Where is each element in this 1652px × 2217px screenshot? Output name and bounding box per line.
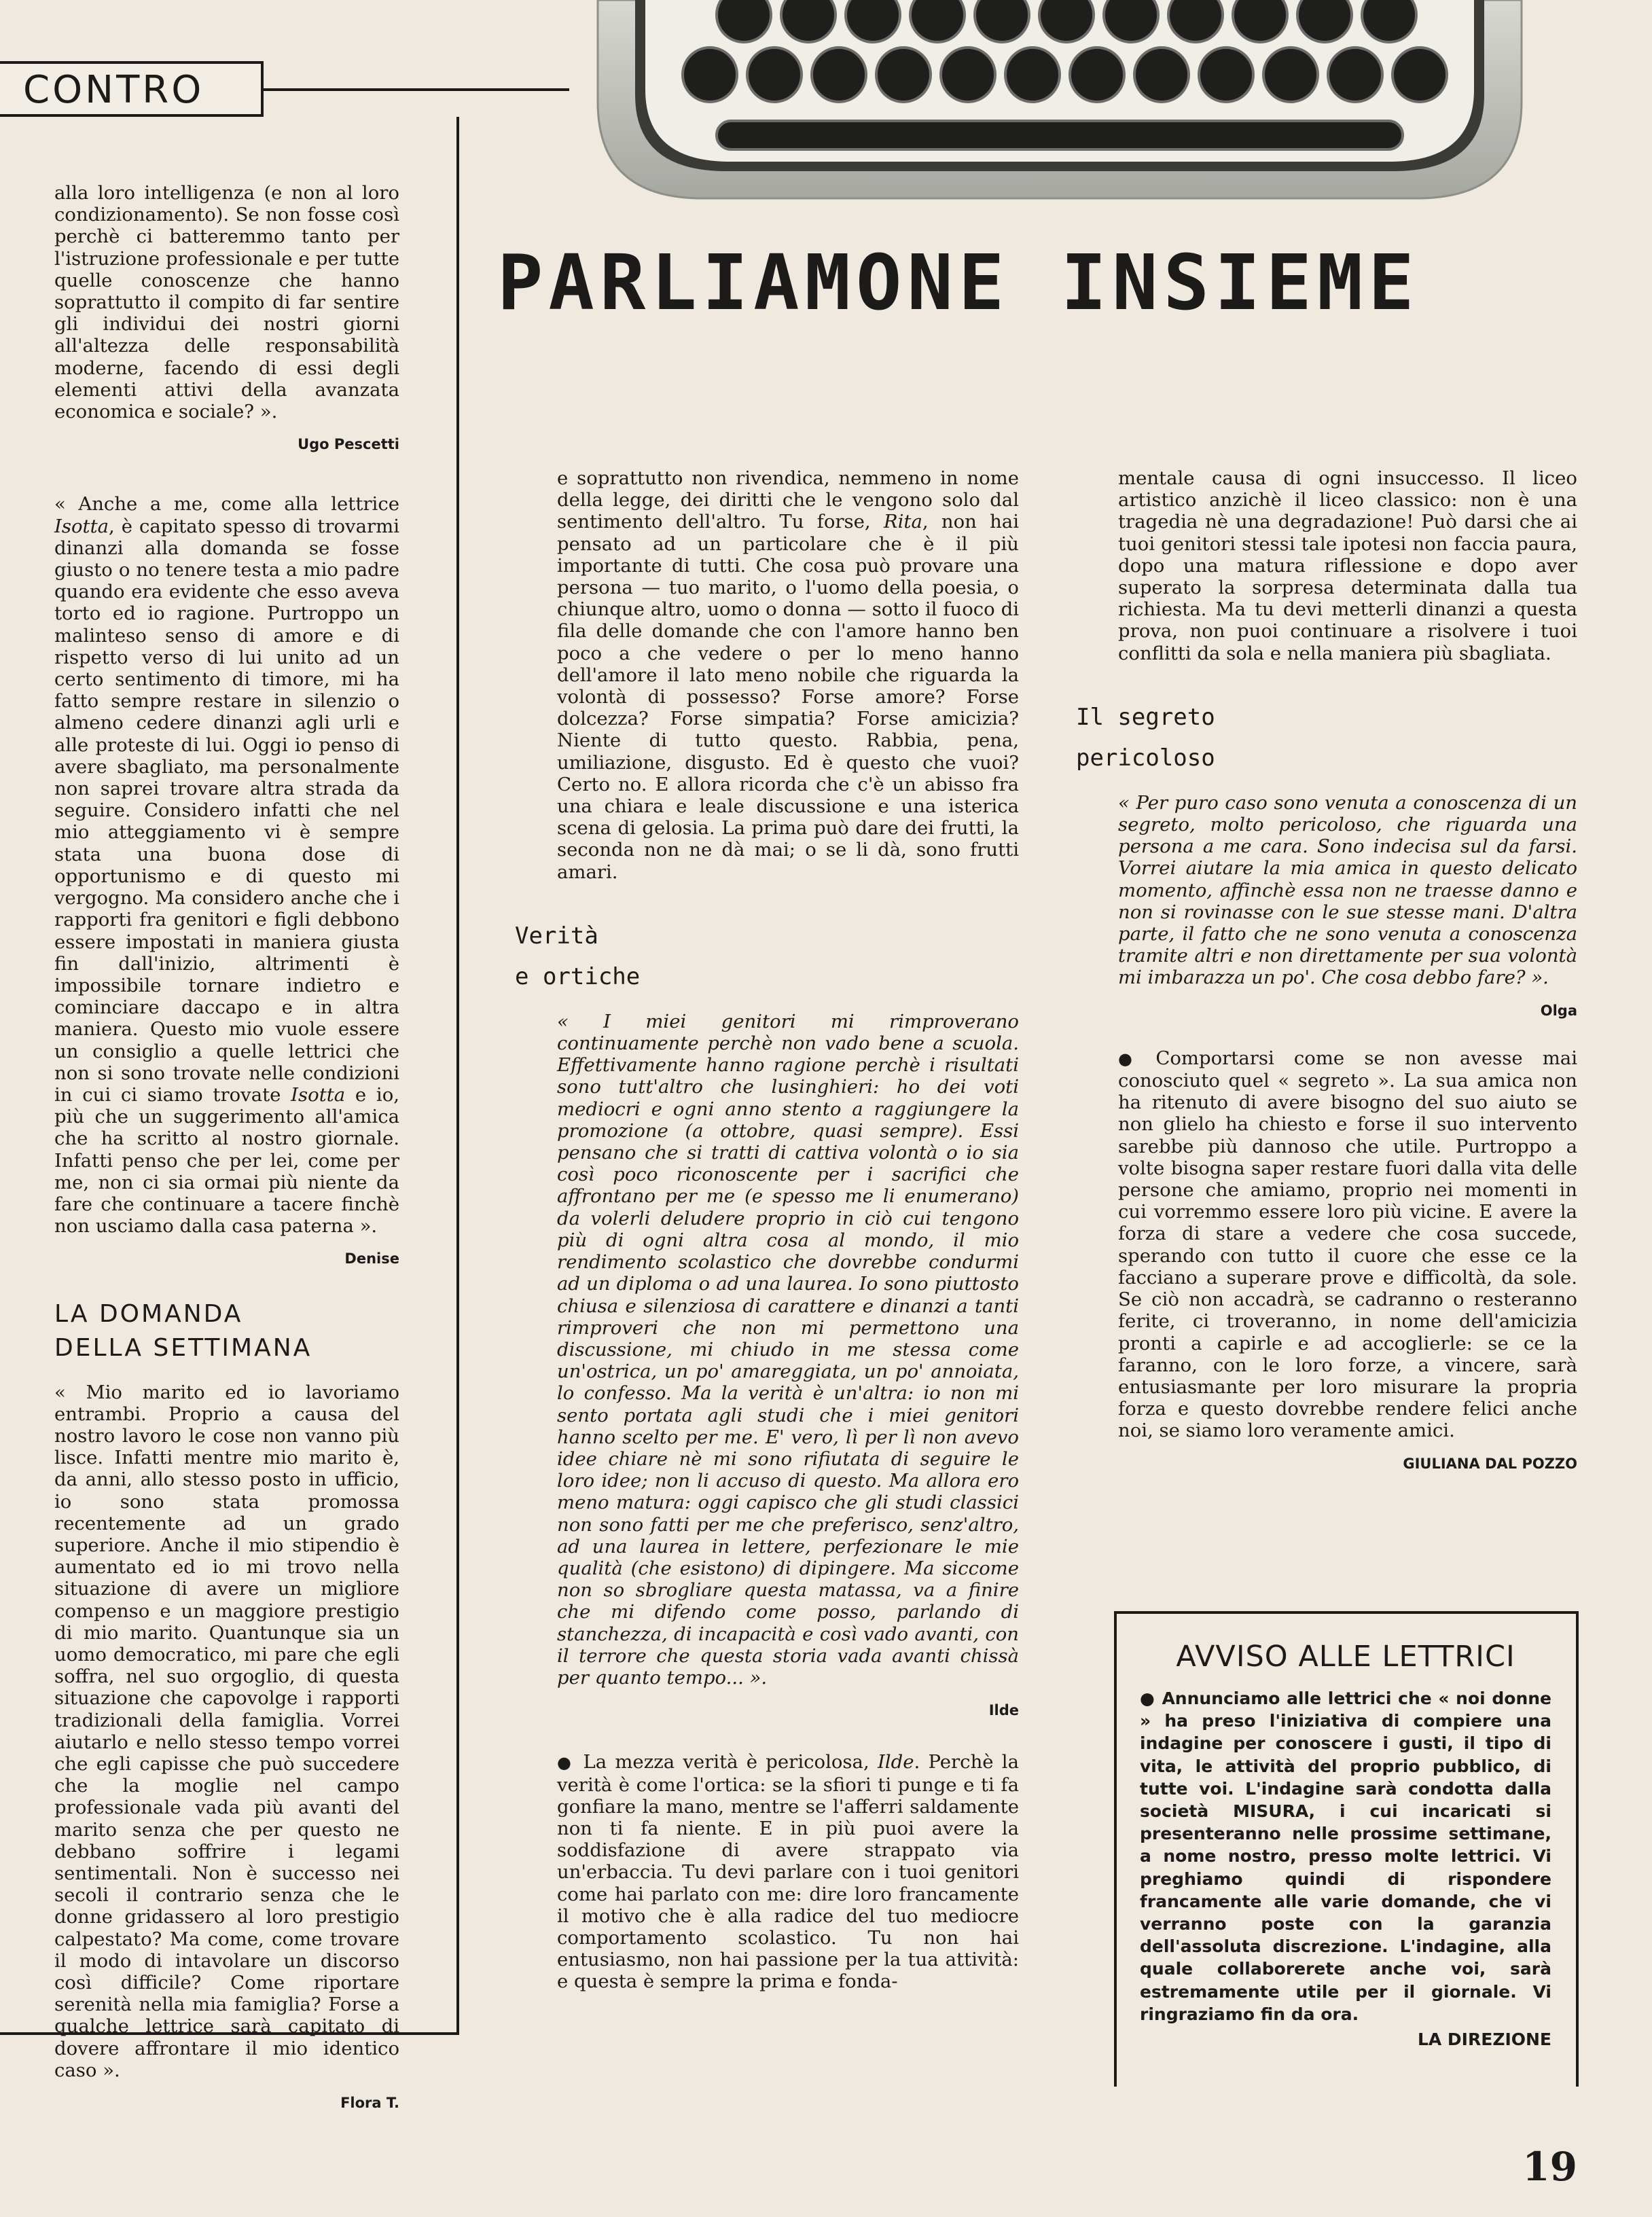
olga-signature: Olga	[1540, 1002, 1577, 1019]
section-label-box	[0, 61, 264, 117]
subheading-verita: Verità e ortiche	[515, 922, 641, 990]
notice-text: ● Annunciamo alle lettrici che « noi donne » ha preso l'iniziativa di compiere una indagine per conoscere i gusti, il tipo di vita, le attività del proprio pubblico, di tutte voi. L'indagine sarà condotta dalla società MISURA, i cui incaricati si presenteranno nelle prossime settimane, a nome nostro, presso molte lettrici. Vi preghiamo quindi di rispondere francamente alle varie domande, che vi verranno poste con la garanzia dell'assoluta discrezione. L'indagine, alla quale collaborerete anche voi, sarà estremamente utile per il giornale. Vi ringraziamo fin da ora.	[1140, 1689, 1551, 2024]
reply-ilde: ● La mezza verità è pericolosa, Ilde. Perchè la verità è come l'ortica: se la sfiori ti punge e ti fa gonfiare la mano, mentre se l'afferri saldamente non ti fa niente. E in più puoi avere la soddisfazione di avere strappato via un'erbaccia. Tu devi parlare con i tuoi genitori come hai parlato con me: dire loro francamente il motivo che è alla radice del tuo mediocre comportamento scolastico. Tu non hai entusiasmo, non hai passione per la tua attività: e questa è sempre la prima e fonda-	[557, 1751, 1019, 1992]
letter-ilde: « I miei genitori mi rimproverano continuamente perchè non vado bene a scuola. Effettivamente hanno ragione perchè i risultati sono tutt'altro che lusinghieri: ho dei voti mediocri e ogni anno stento a raggiungere la promozione (a ottobre, quasi sempre). Essi pensano che si tratti di cattiva volontà o io sia così poco riconoscente per i sacrifici che affrontano per me (e spesso me li enumerano) da volerli deludere proprio in ciò cui tengono più di ogni altra cosa al mondo, il mio rendimento scolastico che dovrebbe condurmi ad un diploma o ad una laurea. Io sono piuttosto chiusa e silenziosa di carattere e dinanzi a tanti rimproveri che non mi permettono una discussione, mi chiudo in me stessa come un'ostrica, un po' amareggiata, un po' annoiata, lo confesso. Ma la verità è un'altra: io non mi sento portata agli studi che i miei genitori hanno scelto per me. E' vero, lì per lì non avevo idee chiare nè mi sono rifiutata di seguire le loro idee; non li accuso di questo. Ma allora ero meno matura: oggi capisco che gli studi classici non sono fatti per me che preferisco, senz'altro, ad una laurea in lettere, perfezionare le mie qualità (che esistono) di dipingere. Ma siccome non so sbrogliare questa matassa, va a finire che mi difendo come posso, parlando di stanchezza, di incapacità e così vado avanti, con il terrore che questa storia vada avanti chissà per quanto tempo... ».	[557, 1010, 1019, 1689]
letter-olga: « Per puro caso sono venuta a conoscenza di un segreto, molto pericoloso, che riguarda una persona a me cara. Sono indecisa sul da farsi. Vorrei aiutare la mia amica in questo delicato momento, affinchè essa non ne traesse danno e non si rovinasse con le sue stesse mani. D'altra parte, il fatto che ne sono venuta a conoscenza tramite altri e non direttamente per sua volontà mi imbarazza un po'. Che cosa debbo fare? ».	[1118, 791, 1577, 989]
letter-denise: « Anche a me, come alla lettrice Isotta, è capitato spesso di trovarmi dinanzi alla domanda se fosse giusto o no tenere testa a mio padre quando era evidente che esso aveva torto ed io ragione. Purtroppo un malinteso senso di amore e di rispetto verso di lui unito ad un certo sentimento di timore, mi ha fatto sempre restare in silenzio o almeno cedere dinanzi agli urli e alle proteste di lui. Oggi io penso di avere sbagliato, ma personalmente non saprei trovare altra strada da seguire. Considero infatti che nel mio atteggiamento vi è sempre stata una buona dose di opportunismo e di questo mi vergogno. Ma considero anche che i rapporti fra genitori e figli debbono essere impostati in maniera giusta fin dall'inizio, altrimenti è impossibile tornare indietro e cominciare daccapo e in altra maniera. Questo mio vuole essere un consiglio a quelle lettrici che non si sono trovate nelle condizioni in cui ci siamo trovate Isotta e io, più che un suggerimento all'amica che ha scritto al nostro giornale. Infatti penso che per lei, come per me, non ci sia ormai più niente da fare che continuare a tacere finchè non usciamo dalla casa paterna ».	[54, 493, 399, 1238]
notice-box	[1114, 1611, 1579, 2087]
bullet-icon: ●	[1140, 1689, 1162, 1708]
reply-olga: ● Comportarsi come se non avesse mai conosciuto quel « segreto ». La sua amica non ha ritenuto di avere bisogno del suo aiuto se non glielo ha chiesto e forse il suo intervento sarebbe più dannoso che utile. Purtroppo a volte bisogna saper restare fuori dalla vita delle persone che amiamo, proprio nei momenti in cui vorremmo essere loro più vicine. E avere la forza di stare a vedere che cosa succede, sperando con tutto il cuore che esse ce la facciano a superare prove e difficoltà, da sole. Se ciò non accadrà, se cadranno o resteranno ferite, ci troveranno, in nome dell'amicizia pronti a capirle e ad accoglierle: se ce la faranno, con le loro forze, a vincere, sarà entusiasmante per loro misurare la propria forza e questo dovrebbe rendere felici anche noi, se siamo loro veramente amici.	[1118, 1047, 1577, 1442]
section-rule	[264, 88, 569, 91]
intro-signature: Ugo Pescetti	[298, 436, 399, 453]
typewriter-illustration	[571, 0, 1549, 217]
notice-signature: LA DIREZIONE	[1417, 2030, 1551, 2050]
middle-column	[515, 467, 1020, 2019]
ilde-signature: Ilde	[988, 1702, 1019, 1719]
author-signature: GIULIANA DAL POZZO	[1403, 1455, 1577, 1472]
right-continuation: mentale causa di ogni insuccesso. Il liceo artistico anzichè il liceo classico: non è una tragedia nè una degradazione! Può darsi che ai tuoi genitori stessi tale ipotesi non faccia paura, dopo una matura riflessione e dopo aver superato la sorpresa determinata dalla tua richiesta. Ma tu devi metterli dinanzi a questa prova, non puoi continuare a risolvere i tuoi conflitti da sola e nella maniera più sbagliata.	[1118, 467, 1577, 664]
intro-paragraph: alla loro intelligenza (e non al loro condizionamento). Se non fosse così perchè ci batteremmo tanto per l'istruzione professionale e per tutte quelle conoscenze che hanno soprattutto il compito di far sentire gli individui dei nostri giorni all'altezza delle responsabilità moderne, facendo di essi degli elementi attivi della avanzata economica e sociale? ».	[54, 182, 399, 423]
denise-signature: Denise	[344, 1250, 399, 1267]
flora-signature: Flora T.	[340, 2095, 399, 2112]
left-column	[54, 182, 399, 2140]
right-column	[1076, 467, 1577, 1500]
page-number: 19	[1522, 2144, 1577, 2190]
section-label: CONTRO	[23, 68, 204, 112]
middle-continuation: e soprattutto non rivendica, nemmeno in nome della legge, dei diritti che le vengono solo dal sentimento dell'altro. Tu forse, Rita, non hai pensato ad un particolare che è il più importante di tutti. Che cosa può provare una persona — tuo marito, o l'uomo della poesia, o chiunque altro, uomo o donna — sotto il fuoco di fila delle domande che con l'amore hanno ben poco a che vedere o per lo meno hanno dell'amore il lato meno nobile che riguarda la volontà di possesso? Forse amore? Forse dolcezza? Forse simpatia? Forse amicizia? Niente di tutto questo. Rabbia, pena, umiliazione, disgusto. Ed è questo che vuoi? Certo no. E allora ricorda che c'è un abisso fra una chiara e leale discussione e una isterica scena di gelosia. La prima può dare dei frutti, la seconda non ne dà mai; o se li dà, sono frutti amari.	[557, 467, 1020, 883]
domanda-letter: « Mio marito ed io lavoriamo entrambi. Proprio a causa del nostro lavoro le cose non vanno più lisce. Infatti mentre mio marito è, da anni, allo stesso posto in ufficio, io sono stata promossa recentemente ad un grado superiore. Anche il mio stipendio è aumentato ed io mi trovo nella situazione di avere un migliore compenso e un maggiore prestigio di mio marito. Quantunque sia un uomo democratico, mi pare che egli soffra, nel suo orgoglio, di questa situazione che capovolge i rapporti tradizionali della famiglia. Vorrei aiutarlo e nello stesso tempo vorrei che egli capisse che può succedere che la moglie nel campo professionale vada più avanti del marito senza che per questo ne debbano soffrire i legami sentimentali. Non è successo nei secoli il contrario senza che le donne gridassero al loro prestigio calpestato? Ma come, come trovare il modo di intavolare un discorso così difficile? Come riportare serenità nella mia famiglia? Forse a qualche lettrice sarà capitato di dovere affrontare il mio identico caso ».	[54, 1381, 399, 2081]
notice-title: AVVISO ALLE LETTRICI	[1176, 1640, 1515, 1674]
page-title: PARLIAMONE INSIEME	[497, 239, 1420, 327]
domanda-heading: LA DOMANDA DELLA SETTIMANA	[54, 1299, 312, 1362]
subheading-segreto: Il segreto pericoloso	[1076, 703, 1215, 772]
